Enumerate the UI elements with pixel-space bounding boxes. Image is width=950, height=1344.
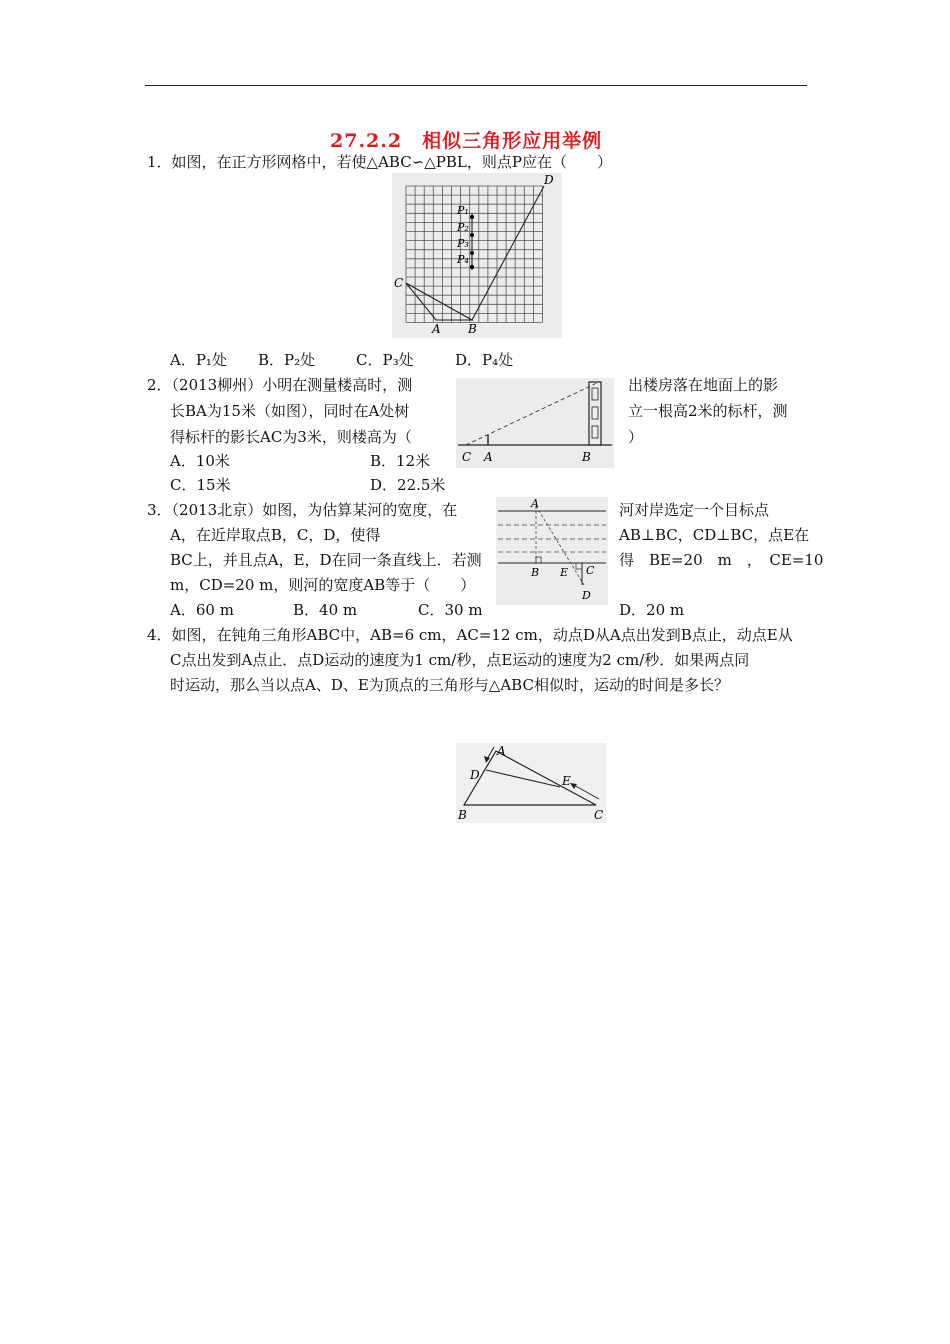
q2-label-b: B	[582, 450, 591, 464]
q1-label-c: C	[394, 276, 404, 290]
q1-label-p1: P₁	[457, 204, 469, 217]
q1-label-p4: P₄	[457, 253, 469, 266]
q3-line2-left: A，在近岸取点B，C，D，使得	[170, 526, 381, 544]
q4-label-d: D	[470, 768, 480, 782]
q3-label-e: E	[560, 566, 569, 579]
q4-line2: C点出发到A点止．点D运动的速度为1 cm/秒，点E运动的速度为2 cm/秒．如果两点同	[170, 651, 750, 669]
q3-line3-right: 得 BE=20 m ， CE=10	[619, 551, 824, 569]
q4-label-c: C	[594, 808, 604, 822]
q2-option-b: B．12米	[370, 452, 431, 470]
page-title: 27.2.2 相似三角形应用举例	[330, 130, 603, 152]
q2-option-a: A．10米	[170, 452, 230, 470]
q4-triangle-figure	[456, 743, 606, 823]
q1-label-a: A	[432, 322, 441, 336]
q1-text: 1．如图，在正方形网格中，若使△ABC∽△PBL，则点P应在（ ）	[147, 153, 612, 171]
q2-option-c: C．15米	[170, 476, 231, 494]
q3-label-b: B	[531, 566, 540, 579]
q1-option-a: A．P₁处	[170, 351, 227, 369]
q3-label-a: A	[531, 497, 539, 510]
q4-label-b: B	[458, 808, 467, 822]
q2-line2-left: 长BA为15米（如图），同时在A处树	[170, 402, 410, 420]
q2-line1-left: 2．（2013柳州）小明在测量楼高时，测	[147, 376, 413, 394]
header-rule	[145, 85, 807, 86]
q2-option-d: D．22.5米	[370, 476, 446, 494]
q3-river-figure	[496, 497, 608, 605]
q4-line3: 时运动，那么当以点A、D、E为顶点的三角形与△ABC相似时，运动的时间是多长？	[170, 676, 729, 694]
q2-building-figure	[456, 378, 614, 468]
q2-line3-right: ）	[628, 428, 644, 446]
q3-line2-right: AB⊥BC，CD⊥BC，点E在	[619, 526, 810, 544]
q1-option-b: B．P₂处	[258, 351, 316, 369]
q1-option-c: C．P₃处	[356, 351, 414, 369]
q3-line1-left: 3．（2013北京）如图，为估算某河的宽度，在	[147, 501, 458, 519]
q1-label-p3: P₃	[457, 237, 469, 250]
q1-option-d: D．P₄处	[455, 351, 514, 369]
q2-line2-right: 立一根高2米的标杆，测	[628, 402, 788, 420]
q3-option-b: B．40 m	[293, 601, 358, 619]
q3-line3-left: BC上，并且点A，E，D在同一条直线上．若测	[170, 551, 482, 569]
q2-label-c: C	[462, 450, 472, 464]
q4-label-a: A	[497, 744, 506, 758]
q2-line1-right: 出楼房落在地面上的影	[628, 376, 779, 394]
q3-label-d: D	[582, 589, 591, 602]
q3-label-c: C	[586, 564, 595, 577]
q4-line1: 4．如图，在钝角三角形ABC中，AB=6 cm，AC=12 cm，动点D从A点出发到B点止，动点E从	[147, 626, 793, 644]
q4-label-e: E	[562, 774, 571, 788]
q3-line4: m，CD=20 m，则河的宽度AB等于（ ）	[170, 576, 476, 594]
q1-label-p2: P₂	[457, 221, 469, 234]
q3-option-c: C．30 m	[418, 601, 483, 619]
q1-label-d: D	[544, 173, 554, 187]
q3-option-a: A．60 m	[170, 601, 234, 619]
q1-label-b: B	[468, 322, 477, 336]
q2-line3-left: 得标杆的影长AC为3米，则楼高为（	[170, 428, 412, 446]
q3-option-d: D．20 m	[619, 601, 685, 619]
q2-label-a: A	[484, 450, 493, 464]
q3-line1-right: 河对岸选定一个目标点	[619, 501, 770, 519]
q1-grid-figure	[392, 173, 562, 338]
